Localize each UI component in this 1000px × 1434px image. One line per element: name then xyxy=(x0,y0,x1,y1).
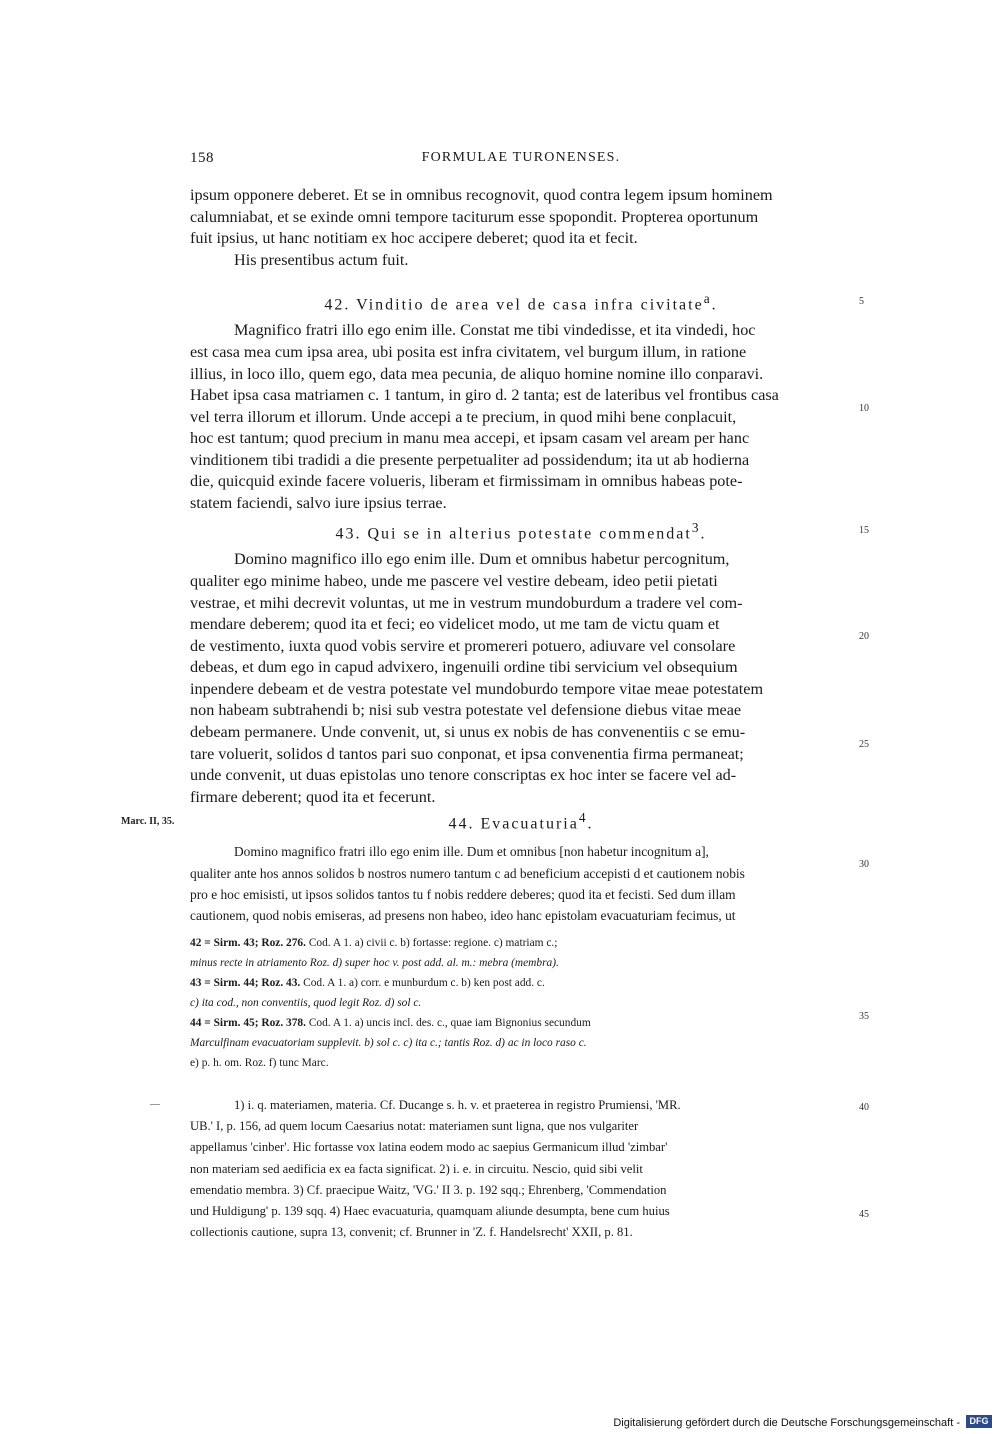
side-note: Marc. II, 35. xyxy=(121,816,175,827)
apparatus-line: c) ita cod., non conventiis, quod legit Roz. d) sol c. xyxy=(190,997,422,1009)
margin-line-number: 45 xyxy=(859,1209,869,1220)
section-heading: 42. Vinditio de area vel de casa infra civitate$^a$. xyxy=(324,291,718,314)
heading-text: 42. Vinditio de area vel de casa infra civitate xyxy=(324,296,704,314)
text-line: calumniabat, et se exinde omni tempore taciturum esse spopondit. Propterea oportunum xyxy=(190,207,759,226)
section-heading: 44. Evacuaturia$^4$. xyxy=(448,810,594,833)
text-line: statem faciendi, salvo iure ipsius terrae. xyxy=(190,494,447,513)
text-line: debeam permanere. Unde convenit, ut, si unus ex nobis de has convenentiis c se emu- xyxy=(190,723,746,742)
closing-line: His presentibus actum fuit. xyxy=(234,250,409,269)
page-number: 158 xyxy=(190,150,214,166)
text-line: est casa mea cum ipsa area, ubi posita est infra civitatem, vel burgum illum, in ratione xyxy=(190,342,747,361)
text-line: hoc est tantum; quod precium in manu mea accepi, et ipsam casam vel aream per hanc xyxy=(190,429,750,448)
section-44 xyxy=(190,807,852,927)
section-42 xyxy=(190,288,852,515)
footnote-line: emendatio membra. 3) Cf. praecipue Waitz, 'VG.' II 3. p. 192 sqq.; Ehrenberg, 'Commendation xyxy=(190,1182,667,1197)
text-line: qualiter ego minime habeo, unde me pascere vel vestire debeam, ideo petii pietati xyxy=(190,571,718,590)
footnote-line: appellamus 'cinber'. Hic fortasse vox latina eodem modo ac saepius Germanicum illud 'zimbar' xyxy=(190,1140,668,1155)
text-line: cautionem, quod nobis emiseras, ad presens non habeo, ideo hanc epistolam evacuaturiam fecimus, ut xyxy=(190,908,736,924)
margin-line-number: 15 xyxy=(859,525,869,536)
heading-text: 43. Qui se in alterius potestate commendat xyxy=(335,525,692,543)
footnote-line: 1) i. q. materiamen, materia. Cf. Ducange s. h. v. et praeterea in registro Prumiensi, 'MR. xyxy=(234,1098,681,1112)
text-line: Domino magnifico illo ego enim ille. Dum et omnibus habetur percognitum, xyxy=(234,550,730,569)
text-line: illius, in loco illo, quem ego, data mea pecunia, de aliquo homine nomine illo conparavi. xyxy=(190,364,764,383)
text-line: pro e hoc emisisti, ut ipsos solidos tantos tu f nobis reddere deberes; quod ita et fecisti. Sed dum illam xyxy=(190,886,736,902)
text-line: qualiter ante hos annos solidos b nostros numero tantum c ad beneficium accepisti d et cautionem nobis xyxy=(190,865,745,881)
apparatus-line: minus recte in atriamento Roz. d) super hoc v. post add. al. m.: mebra (membra). xyxy=(190,957,559,969)
text-line: mendare deberem; quod ita et feci; eo videlicet modo, ut me tam de victu quam et xyxy=(190,615,720,634)
text-line: unde convenit, ut duas epistolas uno tenore conscriptas ex hoc inter se facere vel ad- xyxy=(190,766,737,785)
footnote-line: non materiam sed aedificia ex ea facta significat. 2) i. e. in circuitu. Nescio, quid sibi velit xyxy=(190,1161,643,1176)
apparatus-key: 42 = Sirm. 43; Roz. 276. xyxy=(190,937,306,949)
apparatus-entry xyxy=(190,974,852,1012)
text-line: vinditionem tibi tradidi a die presente perpetualiter ad possidendum; ita ut ab hodierna xyxy=(190,450,750,469)
digitization-credit: Digitalisierung gefördert durch die Deutsche Forschungsgemeinschaft - xyxy=(613,1417,960,1429)
apparatus-line xyxy=(190,974,852,992)
intro-text xyxy=(190,185,852,271)
apparatus-text: Cod. A 1. a) civii c. b) fortasse: regione. c) matriam c.; xyxy=(308,937,558,949)
text-line: non habeam subtrahendi b; nisi sub vestra potestate vel defensione diebus vitae meae xyxy=(190,701,742,720)
text-line: tare voluerit, solidos d tantos pari suo conponat, et ipsa convenentia firma permaneat; xyxy=(190,744,744,763)
margin-line-number: 5 xyxy=(859,296,864,307)
heading-footnote-mark: 3 xyxy=(691,520,701,535)
margin-line-number: 10 xyxy=(859,403,869,414)
text-line: Domino magnifico fratri illo ego enim ille. Dum et omnibus [non habetur incognitum a], xyxy=(234,844,709,860)
text-line: vel terra illorum et illorum. Unde accepi a te precium, in quod mihi bene conplacuit, xyxy=(190,407,737,426)
heading-text: 44. Evacuaturia xyxy=(448,815,579,833)
apparatus-line: e) p. h. om. Roz. f) tunc Marc. xyxy=(190,1057,329,1069)
apparatus-line: Marculfinam evacuatoriam supplevit. b) sol c. c) ita c.; tantis Roz. d) ac in loco raso c. xyxy=(190,1037,587,1049)
apparatus-entry xyxy=(190,934,852,972)
apparatus-text: Cod. A 1. a) uncis incl. des. c., quae iam Bignonius secundum xyxy=(308,1017,591,1029)
text-line: debeas, et dum ego in capud advixero, ingenuili ordine tibi servicium vel obsequium xyxy=(190,658,738,677)
text-line: ipsum opponere deberet. Et se in omnibus recognovit, quod contra legem ipsum hominem xyxy=(190,186,773,204)
apparatus-entry xyxy=(190,1014,852,1072)
running-title: FORMULAE TURONENSES. xyxy=(421,150,621,165)
apparatus-line xyxy=(190,1014,852,1032)
page-header xyxy=(190,150,852,174)
apparatus-line xyxy=(190,934,852,952)
dfg-logo: DFG xyxy=(966,1415,992,1428)
apparatus-key: 44 = Sirm. 45; Roz. 378. xyxy=(190,1017,306,1029)
text-line: Magnifico fratri illo ego enim ille. Constat me tibi vindedisse, et ita vindedi, hoc xyxy=(234,321,756,340)
margin-line-number: 20 xyxy=(859,631,869,642)
margin-line-number: 35 xyxy=(859,1011,869,1022)
footnote-separator xyxy=(150,1104,160,1105)
text-line: vestrae, et mihi decrevit voluntas, ut me in vestrum mundoburdum a tradere vel com- xyxy=(190,593,743,612)
text-line: die, quicquid exinde facere volueris, liberam et firmissimam in omnibus habeas pote- xyxy=(190,472,743,491)
footnote-line: und Huldigung' p. 139 sqq. 4) Haec evacuaturia, quamquam aliunde desumpta, bene cum huius xyxy=(190,1204,670,1219)
footnote-line: UB.' I, p. 156, ad quem locum Caesarius notat: materiamen sunt ligna, que nos vulgariter xyxy=(190,1119,639,1134)
apparatus-key: 43 = Sirm. 44; Roz. 43. xyxy=(190,977,301,989)
section-43 xyxy=(190,517,852,808)
footnotes xyxy=(190,1095,852,1243)
footnote-line: collectionis cautione, supra 13, convenit; cf. Brunner in 'Z. f. Handelsrecht' XXII, p. 81. xyxy=(190,1225,633,1240)
margin-line-number: 30 xyxy=(859,859,869,870)
section-heading: 43. Qui se in alterius potestate commendat$^3$. xyxy=(335,520,707,543)
text-line: Habet ipsa casa matriamen c. 1 tantum, in giro d. 2 tanta; est de lateribus vel frontibus casa xyxy=(190,386,779,405)
text-line: de vestimento, iuxta quod vobis servire et promereri potuero, adiuvare vel consolare xyxy=(190,636,736,655)
text-line: firmare deberent; quod ita et fecerunt. xyxy=(190,787,436,806)
margin-line-number: 25 xyxy=(859,739,869,750)
critical-apparatus xyxy=(190,934,852,1072)
margin-line-number: 40 xyxy=(859,1102,869,1113)
text-line: fuit ipsius, ut hanc notitiam ex hoc accipere deberet; quod ita et fecit. xyxy=(190,229,638,248)
heading-footnote-mark: 4 xyxy=(578,810,588,825)
apparatus-text: Cod. A 1. a) corr. e munburdum c. b) ken post add. c. xyxy=(303,977,545,989)
text-line: inpendere debeam et de vestra potestate vel mundoburdo tempore vitae meae potestatem xyxy=(190,679,764,698)
heading-footnote-mark: a xyxy=(703,291,712,306)
